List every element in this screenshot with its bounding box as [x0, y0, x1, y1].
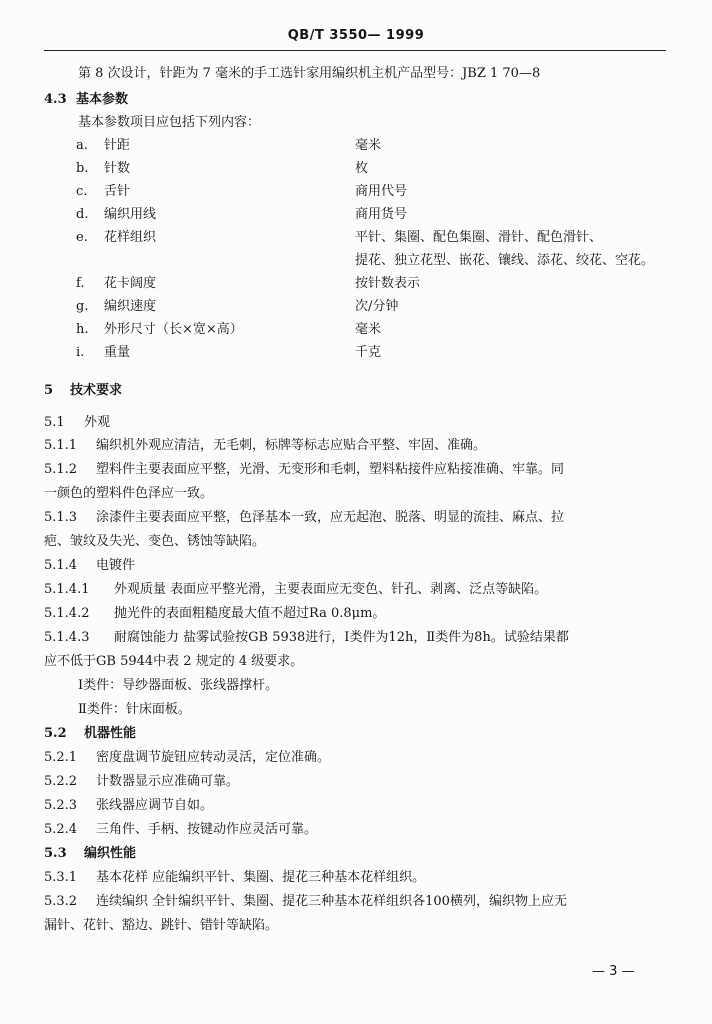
- clause-5-1-3-text: 涂漆件主要表面应平整，色泽基本一致，应无起泡、脱落、明显的流挂、麻点、拉: [96, 510, 565, 525]
- param-key: g.: [76, 299, 89, 314]
- clause-5-1-2-continued: 一颜色的塑料件色泽应一致。: [44, 486, 214, 501]
- param-unit-continued: 提花、独立花型、嵌花、镶线、添花、绞花、空花。: [355, 253, 655, 268]
- param-key: e.: [76, 230, 88, 245]
- clause-5-1-1-text: 编织机外观应清洁，无毛刺，标牌等标志应贴合平整、牢固、准确。: [96, 438, 487, 453]
- page-number: — 3 —: [592, 964, 635, 979]
- clause-5-3-1-text: 基本花样 应能编织平针、集圈、提花三种基本花样组织。: [96, 870, 426, 885]
- section-4-3-intro: 基本参数项目应包括下列内容：: [78, 115, 261, 130]
- clause-5-2-3-text: 张线器应调节自如。: [96, 798, 214, 813]
- clause-5-3-1-number: 5.3.1: [44, 870, 78, 885]
- section-5-1-number: 5.1: [44, 415, 65, 430]
- clause-5-3-2-text: 连续编织 全针编织平针、集圈、提花三种基本花样组织各100横列，编织物上应无: [96, 894, 567, 909]
- param-key: d.: [76, 207, 89, 222]
- param-name: 编织速度: [104, 299, 157, 314]
- clause-5-1-4-2-text: 抛光件的表面粗糙度最大值不超过Ra 0.8μm。: [114, 606, 386, 621]
- param-name: 舌针: [104, 184, 131, 199]
- clause-5-2-1-text: 密度盘调节旋钮应转动灵活，定位准确。: [96, 750, 331, 765]
- section-4-3-number: 4.3: [44, 92, 67, 107]
- clause-5-1-4-3-number: 5.1.4.3: [44, 630, 90, 645]
- param-unit: 次/分钟: [355, 299, 399, 314]
- param-key: a.: [76, 138, 88, 153]
- clause-5-1-3-continued: 疤、皱纹及失光、变色、锈蚀等缺陷。: [44, 534, 266, 549]
- section-5-3-number: 5.3: [44, 846, 67, 861]
- param-key: h.: [76, 322, 89, 337]
- section-5-number: 5: [44, 383, 54, 398]
- clause-5-1-4-2-number: 5.1.4.2: [44, 606, 90, 621]
- param-unit: 千克: [355, 345, 382, 360]
- param-key: c.: [76, 184, 88, 199]
- clause-5-2-2-text: 计数器显示应准确可靠。: [96, 774, 240, 789]
- class-1-parts: Ⅰ类件：导纱器面板、张线器撑杆。: [78, 678, 279, 693]
- clause-5-2-3-number: 5.2.3: [44, 798, 78, 813]
- param-name: 花卡阔度: [104, 276, 157, 291]
- param-unit: 毫米: [355, 322, 382, 337]
- clause-5-1-4-3-text: 耐腐蚀能力 盐雾试验按GB 5938进行，Ⅰ类件为12h，Ⅱ类件为8h。试验结果都: [114, 630, 569, 645]
- clause-5-1-2-number: 5.1.2: [44, 462, 78, 477]
- clause-5-1-4-1-number: 5.1.4.1: [44, 582, 90, 597]
- clause-5-2-1-number: 5.2.1: [44, 750, 78, 765]
- param-name: 针数: [104, 161, 131, 176]
- section-5-1-4-number: 5.1.4: [44, 558, 78, 573]
- param-unit: 商用货号: [355, 207, 408, 222]
- clause-5-2-4-text: 三角件、手柄、按键动作应灵活可靠。: [96, 822, 318, 837]
- section-4-3-title: 基本参数: [76, 92, 129, 107]
- param-name: 针距: [104, 138, 131, 153]
- clause-5-3-2-number: 5.3.2: [44, 894, 78, 909]
- clause-5-1-2-text: 塑料件主要表面应平整，光滑、无变形和毛刺，塑料粘接件应粘接准确、牢靠。同: [96, 462, 565, 477]
- header-rule: [44, 50, 666, 51]
- section-5-1-4-title: 电镀件: [96, 558, 136, 573]
- class-2-parts: Ⅱ类件：针床面板。: [78, 702, 191, 717]
- section-5-title: 技术要求: [70, 383, 123, 398]
- param-unit: 平针、集圈、配色集圈、滑针、配色滑针、: [355, 230, 603, 245]
- section-5-2-number: 5.2: [44, 726, 67, 741]
- param-unit: 按针数表示: [355, 276, 421, 291]
- param-unit: 商用代号: [355, 184, 408, 199]
- param-name: 重量: [104, 345, 131, 360]
- param-name: 外形尺寸（长×宽×高）: [104, 322, 243, 337]
- clause-5-1-4-3-continued: 应不低于GB 5944中表 2 规定的 4 级要求。: [44, 654, 304, 669]
- param-key: i.: [76, 345, 85, 360]
- section-5-1-title: 外观: [84, 415, 111, 430]
- param-key: f.: [76, 276, 85, 291]
- section-5-3-title: 编织性能: [84, 846, 137, 861]
- param-unit: 枚: [355, 161, 369, 176]
- clause-5-2-4-number: 5.2.4: [44, 822, 78, 837]
- clause-5-1-4-1-text: 外观质量 表面应平整光滑，主要表面应无变色、针孔、剥离、泛点等缺陷。: [114, 582, 548, 597]
- clause-5-2-2-number: 5.2.2: [44, 774, 78, 789]
- param-unit: 毫米: [355, 138, 382, 153]
- param-key: b.: [76, 161, 89, 176]
- clause-5-1-1-number: 5.1.1: [44, 438, 78, 453]
- clause-5-1-3-number: 5.1.3: [44, 510, 78, 525]
- clause-5-3-2-continued: 漏针、花针、豁边、跳针、错针等缺陷。: [44, 918, 279, 933]
- standard-code-header: QB/T 3550— 1999: [287, 28, 425, 43]
- param-name: 花样组织: [104, 230, 157, 245]
- param-name: 编织用线: [104, 207, 157, 222]
- intro-text: 第 8 次设计，针距为 7 毫米的手工选针家用编织机主机产品型号：JBZ 1 70—8: [78, 66, 541, 81]
- section-5-2-title: 机器性能: [84, 726, 137, 741]
